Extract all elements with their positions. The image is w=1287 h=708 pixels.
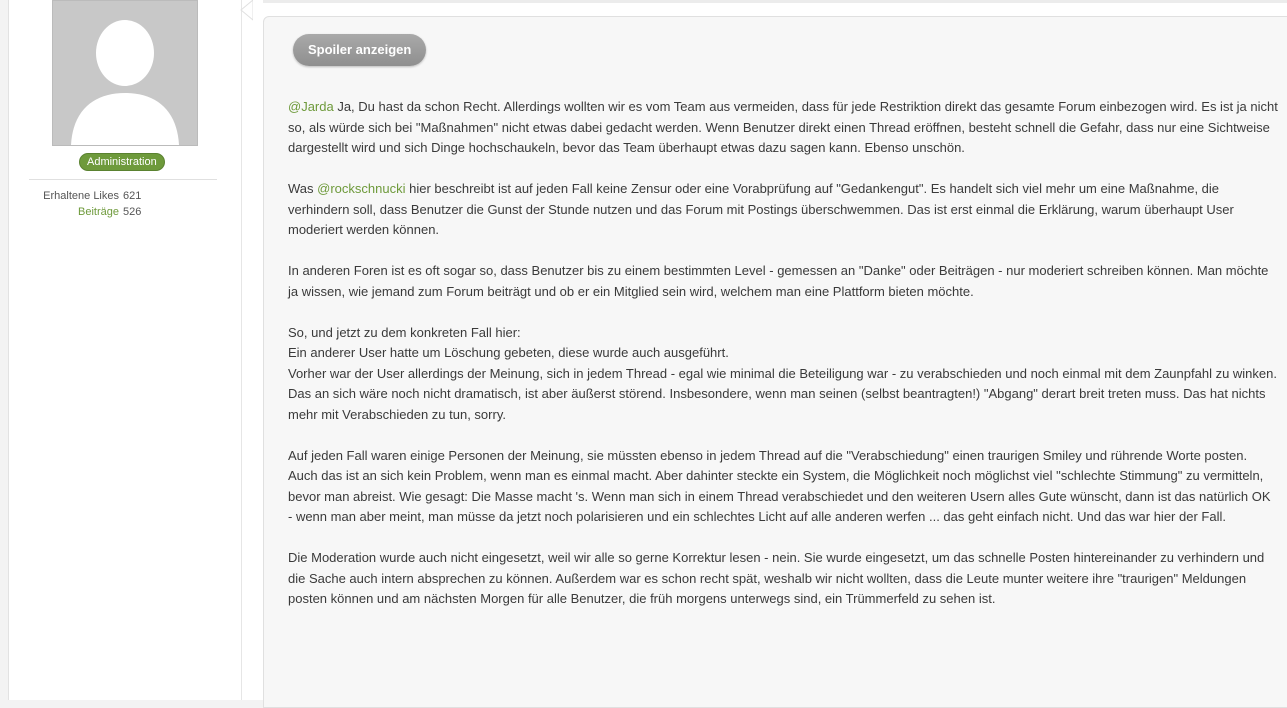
avatar[interactable] bbox=[52, 0, 198, 146]
stat-posts bbox=[9, 204, 149, 220]
spoiler-button[interactable]: Spoiler anzeigen bbox=[293, 34, 426, 66]
top-rule bbox=[263, 0, 1287, 3]
stat-likes-value: 621 bbox=[123, 190, 142, 202]
author-sidebar bbox=[9, 0, 242, 700]
paragraph-1 bbox=[288, 97, 1278, 159]
paragraph-line: Ein anderer User hatte um Löschung gebeten, diese wurde auch ausgeführt. bbox=[288, 345, 729, 360]
paragraph-text: Ja, Du hast da schon Recht. Allerdings wollten wir es vom Team aus vermeiden, dass für jede Restriktion direkt das gesamte Forum einbezogen wird. Es ist ja nicht so, als würde sich bei "Maßnahmen" nicht etwas dabei gedacht werden. Wenn Benutzer direkt einen Thread eröffnen, besteht schnell die Gefahr, dass nur eine Sichtweise dargestellt wird und sich Dinge hochschaukeln, bevor das Team überhaupt etwas dazu sagen kann. Ebenso unschön. bbox=[288, 99, 1278, 155]
paragraph-6: Die Moderation wurde auch nicht eingesetzt, weil wir alle so gerne Korrektur lesen - nein. Sie wurde eingesetzt, um das schnelle Posten hintereinander zu verhindern und die Sache auch intern absprechen zu können. Außerdem war es schon recht spät, weshalb wir nicht wollten, dass die Leute munter weitere ihre "traurigen" Meldungen posten können und am nächsten Morgen für alle Benutzer, die früh morgens unterwegs sind, ein Trümmerfeld zu sehen ist. bbox=[288, 550, 1265, 606]
forum-page bbox=[8, 0, 1287, 700]
post-pointer-arrow bbox=[229, 0, 253, 24]
stat-posts-label[interactable]: Beiträge bbox=[78, 206, 119, 218]
paragraph-prefix: Was bbox=[288, 181, 318, 196]
mention-link[interactable]: @Jarda bbox=[288, 99, 334, 114]
divider bbox=[29, 179, 217, 180]
paragraph-3: In anderen Foren ist es oft sogar so, dass Benutzer bis zu einem bestimmten Level - gemessen an "Danke" oder Beiträgen - nur moderiert schreiben können. Man möchte ja wissen, wie jemand zum Forum beiträgt und ob er ein Mitglied sein wird, welchem man eine Plattform bieten möchte. bbox=[288, 263, 1269, 299]
paragraph-5: Auf jeden Fall waren einige Personen der Meinung, sie müssten ebenso in jedem Thread auf die "Verabschiedung" einen traurigen Smiley und rührende Worte posten. Auch das ist an sich kein Problem, wenn man es einmal macht. Aber dahinter steckte ein System, die Möglichkeit noch möglichst viel "schlechte Stimmung" zu vermitteln, bevor man abreist. Wie gesagt: Die Masse macht 's. Wenn man sich in einem Thread verabschiedet und den weiteren Usern alles Gute wünscht, dann ist das natürlich OK - wenn man aber meint, man müsse da jetzt noch polarisieren und ein schlechtes Licht auf alle anderen werfen ... das geht einfach nicht. Und das war hier der Fall. bbox=[288, 447, 1271, 524]
mention-link[interactable]: @rockschnucki bbox=[317, 181, 406, 196]
paragraph-text: hier beschreibt ist auf jeden Fall keine Zensur oder eine Vorabprüfung auf "Gedankengut". Es handelt sich viel mehr um eine Maßnahme, die verhindern soll, dass Benutzer die Gunst der Stunde nutzen und das Forum mit Postings überschwemmen. Das ist erst einmal die Erklärung, warum überhaupt User moderiert werden können. bbox=[288, 181, 1234, 237]
paragraph-line: Vorher war der User allerdings der Meinung, sich in jedem Thread - egal wie minimal die Beteiligung war - zu verabschieden und noch einmal mit dem Zaunpfahl zu winken. Das an sich wäre noch nicht dramatisch, ist aber äußerst störend. Insbesondere, wenn man seinen (selbst beantragten!) "Abgang" derart breit treten muss. Das hat nichts mehr mit Verabschieden zu tun, sorry. bbox=[288, 365, 1277, 422]
paragraph-line: So, und jetzt zu dem konkreten Fall hier: bbox=[288, 324, 521, 340]
post-content bbox=[263, 16, 1287, 708]
stat-likes-label: Erhaltene Likes bbox=[43, 190, 119, 202]
role-badge: Administration bbox=[79, 153, 165, 171]
post-body bbox=[288, 97, 1278, 630]
stat-likes bbox=[9, 188, 149, 204]
stat-posts-value: 526 bbox=[123, 206, 142, 218]
author-stats bbox=[9, 188, 149, 220]
paragraph-4 bbox=[288, 323, 1278, 426]
default-avatar-icon bbox=[53, 1, 197, 145]
paragraph-2 bbox=[288, 179, 1278, 241]
